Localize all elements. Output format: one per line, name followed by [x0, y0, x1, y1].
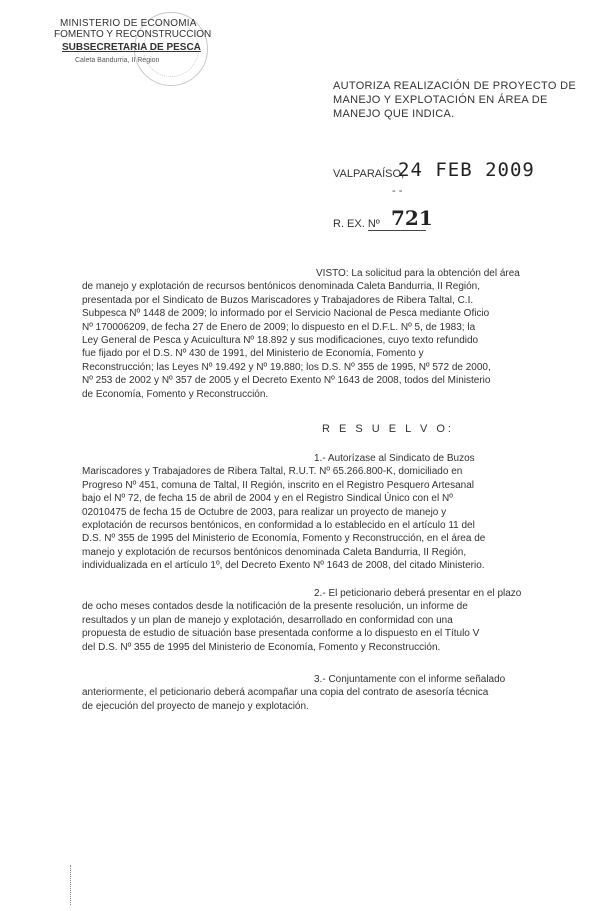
resolution-number: 721	[391, 206, 433, 230]
text-line: propuesta de estudio de situación base presentada conforme a lo dispuesto en el Título V	[82, 628, 480, 640]
subject-heading	[333, 79, 583, 121]
text-line: bajo el Nº 72, de fecha 15 de abril de 2004 y en el Registro Sindical Único con el Nº	[82, 493, 453, 505]
text-line: Nº 170006209, de fecha 27 de Enero de 2009; lo dispuesto en el D.F.L. Nº 5, de 1983; la	[82, 321, 476, 333]
text-line: Nº 253 de 2002 y Nº 357 de 2005 y el Decreto Exento Nº 1643 de 2008, todos del Ministerio	[82, 375, 491, 387]
text-line: D.S. Nº 355 de 1995 del Ministerio de Economía, Fomento y Reconstrucción, en el área de	[82, 533, 486, 545]
text-line: anteriormente, el peticionario deberá acompañar una copia del contrato de asesoría técnica	[82, 687, 489, 699]
stamped-date: 24 FEB 2009	[398, 159, 535, 181]
text-line: fue fijado por el D.S. Nº 430 de 1991, del Ministerio de Economía, Fomento y	[82, 348, 424, 360]
text-line: Ley General de Pesca y Acuicultura Nº 18.892 y sus modificaciones, cuyo texto refundido	[82, 334, 479, 346]
text-line: 3.- Conjuntamente con el informe señalado	[314, 674, 506, 685]
text-line: 2.- El peticionario deberá presentar en el plazo	[314, 588, 522, 599]
text-line: de manejo y explotación de recursos bentónicos denominada Caleta Bandurria, II Región,	[82, 281, 481, 293]
subject-line: MANEJO QUE INDICA.	[333, 108, 455, 120]
text-line: Subpesca Nº 1448 de 2009; lo informado por el Servicio Nacional de Pesca mediante Oficio	[82, 308, 490, 320]
text-line: Mariscadores y Trabajadores de Ribera Taltal, R.U.T. Nº 65.266.800-K, domiciliado en	[82, 466, 463, 478]
text-line: Progreso Nº 451, comuna de Taltal, II Región, inscrito en el Registro Pesquero Artesanal	[82, 479, 475, 491]
place-label: VALPARAÍSO,	[333, 168, 405, 180]
letterhead-ministry: MINISTERIO DE ECONOMIA	[60, 18, 197, 29]
text-line: de ocho meses contados desde la notificación de la presente resolución, un informe de	[82, 601, 468, 613]
resolution-item-2	[82, 587, 584, 654]
letterhead-department: FOMENTO Y RECONSTRUCCION	[54, 29, 212, 40]
text-line: Reconstrucción; las Leyes Nº 19.492 y Nº 19.880; los D.S. Nº 355 de 1995, Nº 572 de 2000,	[82, 361, 491, 373]
resolution-label: R. EX. Nº	[333, 218, 380, 230]
text-line: del D.S. Nº 355 de 1995 del Ministerio de Economía, Fomento y Reconstrucción.	[82, 641, 441, 653]
resuelvo-heading: R E S U E L V O:	[322, 423, 454, 435]
date-dash: - -	[392, 185, 403, 197]
visto-paragraph	[82, 267, 584, 401]
text-line: presentada por el Sindicato de Buzos Mariscadores y Trabajadores de Ribera Taltal, C.I.	[82, 294, 474, 306]
letterhead-subsecretariat: SUBSECRETARIA DE PESCA	[62, 42, 201, 53]
resolution-item-3	[82, 673, 584, 713]
text-line: explotación de recursos bentónicos, en conformidad a lo establecido en el artículo 11 del	[82, 519, 475, 531]
text-line: VISTO: La solicitud para la obtención del área	[316, 268, 520, 279]
text-line: de ejecución del proyecto de manejo y explotación.	[82, 700, 309, 712]
margin-mark	[70, 865, 72, 905]
letterhead-stamp	[50, 18, 220, 88]
letterhead-seal-text: Caleta Bandurria, II Region	[75, 57, 160, 64]
subject-line: AUTORIZA REALIZACIÓN DE PROYECTO DE	[333, 80, 576, 92]
subject-line: MANEJO Y EXPLOTACIÓN EN ÁREA DE	[333, 94, 548, 106]
text-line: individualizada en el artículo 1º, del Decreto Exento Nº 1643 de 2008, del citado Ministerio.	[82, 560, 485, 572]
text-line: 1.- Autorízase al Sindicato de Buzos	[314, 453, 475, 464]
text-line: manejo y explotación de recursos bentónicos denominada Caleta Bandurria, II Región,	[82, 546, 467, 558]
resolution-item-1	[82, 452, 584, 573]
text-line: de Economía, Fomento y Reconstrucción.	[82, 388, 269, 400]
resolution-underline	[368, 230, 426, 231]
text-line: 02010475 de fecha 15 de Octubre de 2003, para realizar un proyecto de manejo y	[82, 506, 447, 518]
text-line: resultados y un plan de manejo y explotación, desarrollado en conformidad con una	[82, 614, 453, 626]
